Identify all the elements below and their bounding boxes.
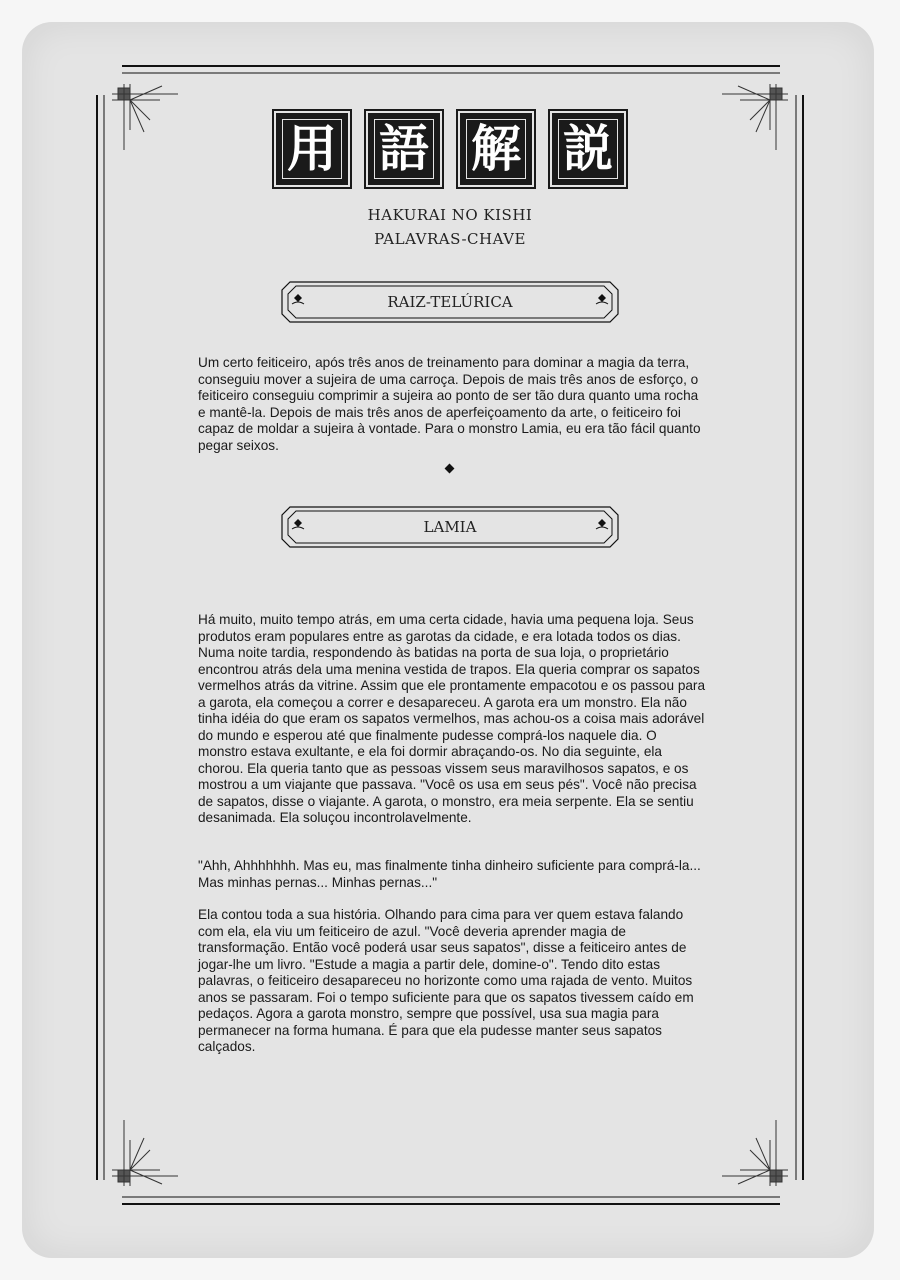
section-paragraph: Há muito, muito tempo atrás, em uma certa cidade, havia uma pequena loja. Seus produtos eram populares entre as garotas da cidade, e era lotada todos os dias. Numa noite tardia, respondendo às batidas na porta de sua loja, o proprietário encontrou atrás dela uma menina vestida de trapos. Ela queria comprar os sapatos vermelhos atrás da vitrine. Assim que ele prontamente empacotou e os passou para a garota, ela começou a correr e desapareceu. A garota era um monstro. Ela não tinha idéia do que eram os sapatos vermelhos, mas achou-os a coisa mais adorável do mundo e esperou até que finalmente pudesse comprá-los naquele dia. O monstro estava exultante, e ela foi dormir abraçando-os. No dia seguinte, ela chorou. Ela queria tanto que as pessoas vissem seus maravilhosos sapatos, e os mostrou a um viajante que passava. "Você os usa em seus pés". Você não precisa de sapatos, disse o viajante. A garota, o monstro, era meia serpente. Ela se sentiu desanimada. Ela soluçou incontrolavelmente.: [198, 612, 706, 825]
corner-ornament-bottom-left: [112, 1120, 178, 1186]
section-title: LAMIA: [423, 518, 477, 536]
title-kanji: [0, 113, 900, 185]
kanji-tile: 説: [552, 113, 624, 185]
kanji-tile: 用: [276, 113, 348, 185]
page-subtitle: PALAVRAS-CHAVE: [374, 230, 526, 248]
section-title-box: [280, 505, 620, 549]
kanji-tile: 語: [368, 113, 440, 185]
section-paragraph: Ela contou toda a sua história. Olhando para cima para ver quem estava falando com ela, ela viu um feiticeiro de azul. "Você deveria aprender magia de transformação. Então você poderá usar seus sapatos", disse a feiticeiro antes de jogar-lhe um livro. "Estude a magia a partir dele, domine-o". Tendo dito estas palavras, o feiticeiro desapareceu no horizonte como uma rajada de vento. Muitos anos se passaram. Foi o tempo suficiente para que os sapatos tivessem caído em pedaços. Agora a garota monstro, sempre que possível, usa sua magia para permanecer na forma humana. É para que ela pudesse manter seus sapatos calçados.: [198, 907, 694, 1054]
section-title: RAIZ-TELÚRICA: [387, 293, 513, 311]
series-title: HAKURAI NO KISHI: [367, 206, 533, 224]
section-paragraph: Um certo feiticeiro, após três anos de treinamento para dominar a magia da terra, conseguiu mover a sujeira de uma carroça. Depois de mais três anos de esforço, o feiticeiro conseguiu comprimir a sujeira ao ponto de ser tão dura quanto uma rocha e mantê-la. Depois de mais três anos de aperfeiçoamento da arte, o feiticeiro foi capaz de moldar a sujeira à vontade. Para o monstro Lamia, eu era tão fácil quanto pegar seixos.: [198, 355, 701, 453]
section-paragraph: "Ahh, Ahhhhhhh. Mas eu, mas finalmente tinha dinheiro suficiente para comprá-la... Mas minhas pernas... Minhas pernas...": [198, 858, 701, 890]
section-title-box: [280, 280, 620, 324]
kanji-tile: 解: [460, 113, 532, 185]
corner-ornament-bottom-right: [722, 1120, 788, 1186]
